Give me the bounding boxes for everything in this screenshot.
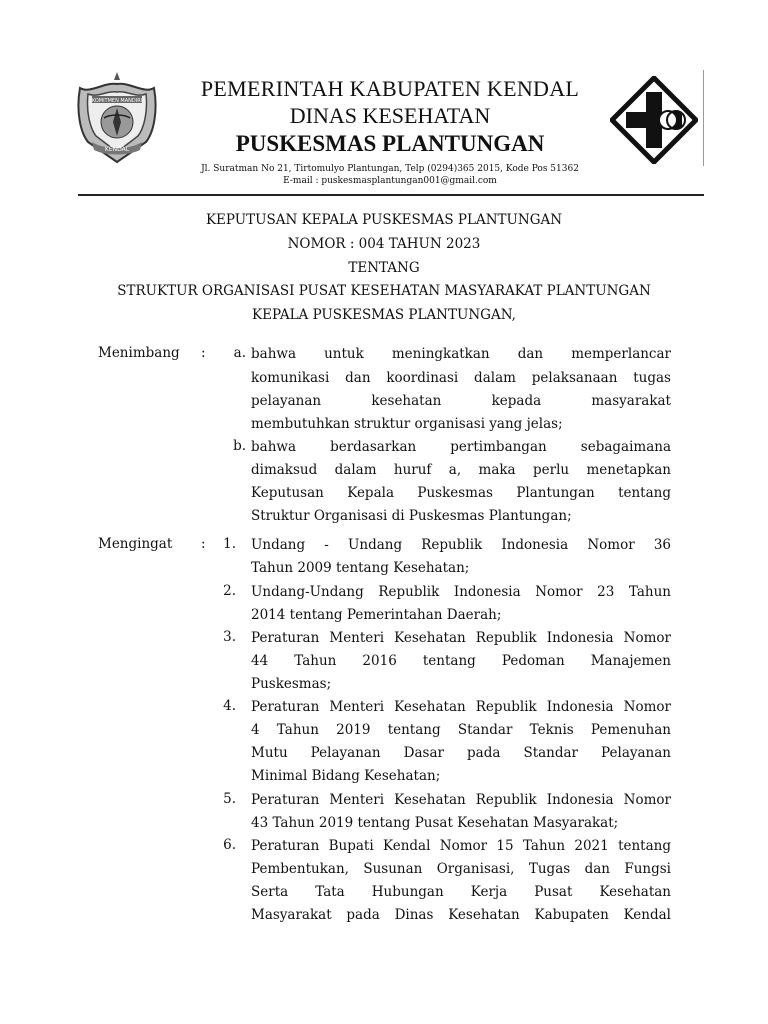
mengingat-label: Mengingat — [98, 536, 173, 552]
list-item-line: 43 Tahun 2019 tentang Pusat Kesehatan Masyarakat; — [251, 815, 619, 831]
menimbang-label: Menimbang — [98, 345, 180, 361]
list-item-line: Masyarakat pada Dinas Kesehatan Kabupaten Kendal — [251, 907, 671, 923]
letterhead-department: DINAS KESEHATAN — [289, 103, 491, 128]
letterhead-rule — [78, 194, 704, 196]
mengingat-colon: : — [201, 536, 206, 552]
header-divider-vertical — [703, 70, 704, 166]
menimbang-colon: : — [201, 345, 206, 361]
list-item-line: 2014 tentang Pemerintahan Daerah; — [251, 607, 502, 623]
list-marker: 4. — [223, 698, 236, 714]
list-marker: 1. — [223, 536, 236, 552]
list-item-line: Puskesmas; — [251, 676, 332, 692]
list-marker: a. — [233, 345, 246, 361]
list-item-line: Minimal Bidang Kesehatan; — [251, 768, 441, 784]
decree-number: NOMOR : 004 TAHUN 2023 — [287, 236, 481, 252]
list-item-line: 4 Tahun 2019 tentang Standar Teknis Pemenuhan — [251, 722, 671, 738]
decree-subject: STRUKTUR ORGANISASI PUSAT KESEHATAN MASYARAKAT PLANTUNGAN — [117, 283, 651, 299]
list-marker: b. — [233, 438, 246, 454]
list-item-line: Tahun 2009 tentang Kesehatan; — [251, 560, 470, 576]
letterhead-address: Jl. Suratman No 21, Tirtomulyo Plantungan, Telp (0294)365 2015, Kode Pos 51362 — [201, 164, 579, 174]
list-marker: 2. — [223, 583, 236, 599]
list-marker: 6. — [223, 837, 236, 853]
list-marker: 5. — [223, 791, 236, 807]
list-item-line: dimaksud dalam huruf a, maka perlu menetapkan — [251, 462, 671, 478]
list-item-line: komunikasi dan koordinasi dalam pelaksanaan tugas — [251, 370, 671, 386]
list-item-line: Peraturan Menteri Kesehatan Republik Indonesia Nomor — [251, 792, 671, 808]
list-item-line: Undang - Undang Republik Indonesia Nomor 36 — [251, 537, 671, 553]
list-item-line: Mutu Pelayanan Dasar pada Standar Pelayanan — [251, 745, 671, 761]
list-item-line: pelayanan kesehatan kepada masyarakat — [251, 393, 671, 409]
list-marker: 3. — [223, 629, 236, 645]
list-item-line: bahwa berdasarkan pertimbangan sebagaimana — [251, 439, 671, 455]
list-item-line: Struktur Organisasi di Puskesmas Plantungan; — [251, 508, 572, 524]
kendal-crest-logo — [74, 70, 160, 166]
letterhead-institution: PUSKESMAS PLANTUNGAN — [235, 131, 545, 156]
decree-title: KEPUTUSAN KEPALA PUSKESMAS PLANTUNGAN — [205, 212, 563, 228]
decree-signatory: KEPALA PUSKESMAS PLANTUNGAN, — [252, 307, 516, 323]
list-item-line: Serta Tata Hubungan Kerja Pusat Kesehatan — [251, 884, 671, 900]
list-item-line: Keputusan Kepala Puskesmas Plantungan tentang — [251, 485, 671, 501]
svg-text:KENDAL: KENDAL — [104, 146, 130, 153]
letterhead-government: PEMERINTAH KABUPATEN KENDAL — [200, 76, 580, 101]
list-item-line: bahwa untuk meningkatkan dan memperlancar — [251, 346, 671, 362]
letterhead-email: E-mail : puskesmasplantungan001@gmail.com — [283, 176, 497, 186]
list-item-line: membutuhkan struktur organisasi yang jelas; — [251, 416, 563, 432]
puskesmas-logo — [610, 76, 698, 164]
list-item-line: 44 Tahun 2016 tentang Pedoman Manajemen — [251, 653, 671, 669]
list-item-line: Peraturan Bupati Kendal Nomor 15 Tahun 2021 tentang — [251, 838, 671, 854]
list-item-line: Peraturan Menteri Kesehatan Republik Indonesia Nomor — [251, 630, 671, 646]
list-item-line: Undang-Undang Republik Indonesia Nomor 23 Tahun — [251, 584, 671, 600]
svg-text:KOMITMEN MANDIRI: KOMITMEN MANDIRI — [91, 98, 143, 104]
list-item-line: Pembentukan, Susunan Organisasi, Tugas dan Fungsi — [251, 861, 671, 877]
list-item-line: Peraturan Menteri Kesehatan Republik Indonesia Nomor — [251, 699, 671, 715]
decree-about: TENTANG — [348, 260, 420, 276]
